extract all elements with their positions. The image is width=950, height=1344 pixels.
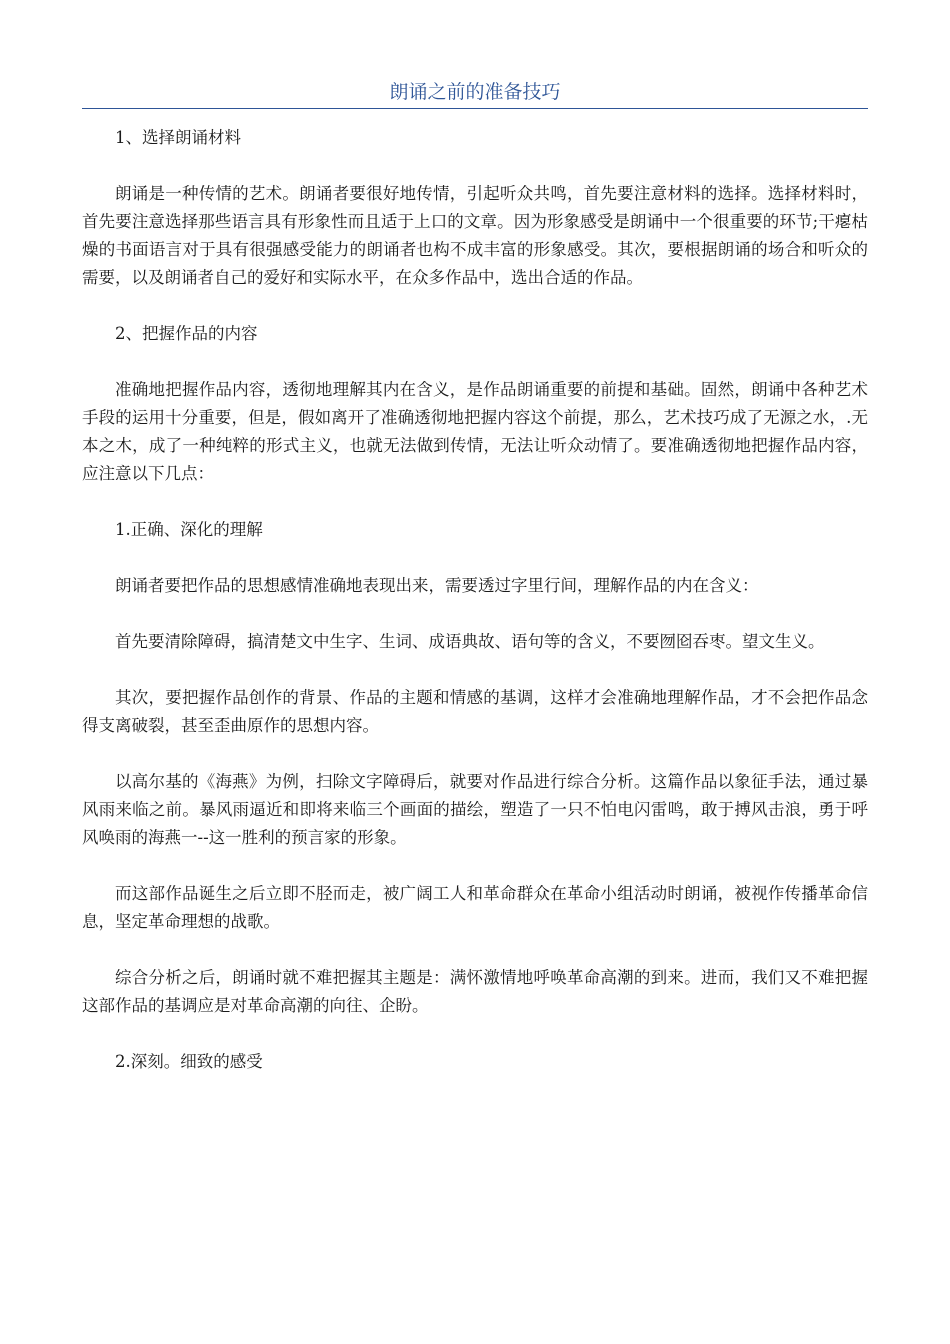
paragraph: 以高尔基的《海燕》为例，扫除文字障碍后，就要对作品进行综合分析。这篇作品以象征手法，通过暴风雨来临之前。暴风雨逼近和即将来临三个画面的描绘，塑造了一只不怕电闪雷鸣，敢于搏风击浪，勇于呼风唤雨的海燕一--这一胜利的预言家的形象。 [82, 772, 868, 847]
title-divider [82, 108, 868, 109]
section-heading-2: 2、把握作品的内容 [115, 324, 258, 343]
paragraph: 而这部作品诞生之后立即不胫而走，被广阔工人和革命群众在革命小组活动时朗诵，被视作传播革命信息，坚定革命理想的战歌。 [82, 884, 868, 931]
paragraph: 朗诵是一种传情的艺术。朗诵者要很好地传情，引起听众共鸣，首先要注意材料的选择。选择材料时，首先要注意选择那些语言具有形象性而且适于上口的文章。因为形象感受是朗诵中一个很重要的环节;干瘪枯燥的书面语言对于具有很强感受能力的朗诵者也构不成丰富的形象感受。其次，要根据朗诵的场合和听众的需要，以及朗诵者自己的爱好和实际水平，在众多作品中，选出合适的作品。 [82, 184, 868, 287]
document-title: 朗诵之前的准备技巧 [389, 81, 561, 103]
paragraph: 朗诵者要把作品的思想感情准确地表现出来，需要透过字里行间，理解作品的内在含义： [115, 576, 759, 595]
paragraph: 其次，要把握作品创作的背景、作品的主题和情感的基调，这样才会准确地理解作品，才不会把作品念得支离破裂，甚至歪曲原作的思想内容。 [82, 688, 868, 735]
subsection-heading-1: 1.正确、深化的理解 [115, 520, 263, 539]
document-page [82, 78, 868, 1076]
paragraph: 准确地把握作品内容，透彻地理解其内在含义，是作品朗诵重要的前提和基础。固然，朗诵中各种艺术手段的运用十分重要，但是，假如离开了准确透彻地把握内容这个前提，那么，艺术技巧成了无源之水，.无本之木，成了一种纯粹的形式主义，也就无法做到传情，无法让听众动情了。要准确透彻地把握作品内容，应注意以下几点： [82, 380, 868, 483]
subsection-heading-2: 2.深刻。细致的感受 [115, 1052, 263, 1071]
paragraph: 综合分析之后，朗诵时就不难把握其主题是：满怀激情地呼唤革命高潮的到来。进而，我们又不难把握这部作品的基调应是对革命高潮的向往、企盼。 [82, 968, 868, 1015]
section-heading-1: 1、选择朗诵材料 [115, 128, 241, 147]
paragraph: 首先要清除障碍，搞清楚文中生字、生词、成语典故、语句等的含义，不要囫囵吞枣。望文生义。 [115, 632, 825, 651]
